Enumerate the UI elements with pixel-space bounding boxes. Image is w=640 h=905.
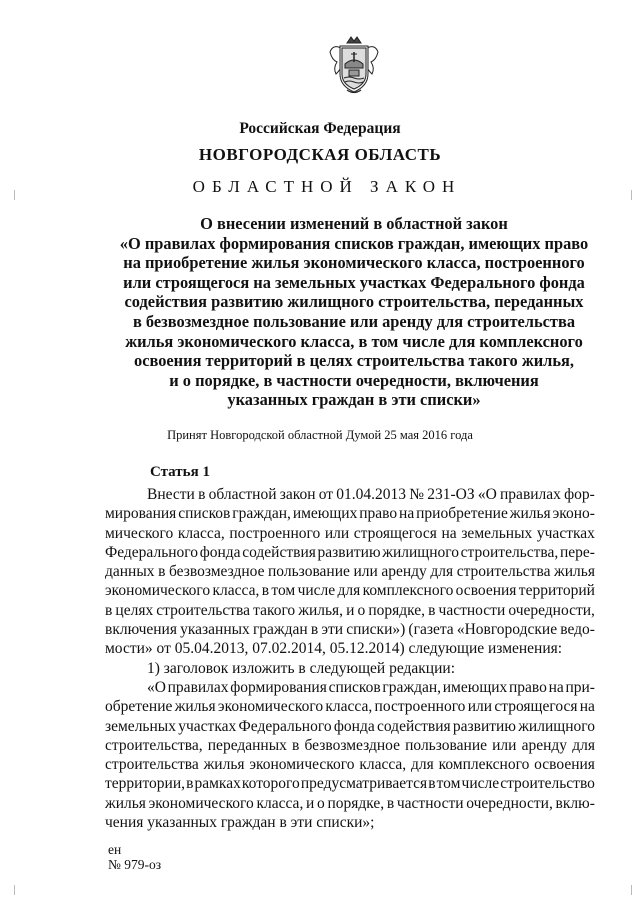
body-word: на [441,524,457,542]
region-heading: НОВГОРОДСКАЯ ОБЛАСТЬ [198,145,442,164]
title-line: и о порядке, в частности очередности, включения [169,370,539,390]
body-word: фор- [564,486,595,503]
body-word: рамках [194,775,241,793]
body-word: или [353,563,378,581]
title-line: жилья экономического класса, в том числе для комплексного [125,331,583,351]
body-word: включения [105,621,177,639]
body-word: том [436,775,461,793]
body-word: списков [328,678,381,696]
body-word: мического [105,524,174,542]
body-word: развитию [452,717,516,735]
initials-mark: ен [108,842,122,857]
law-type-heading: ОБЛАСТНОЙ ЗАКОН [192,177,462,196]
body-line [105,697,595,716]
body-word: содействия [242,543,316,561]
body-word: в [292,736,300,754]
body-line [105,581,595,600]
body-word: в [428,775,436,793]
body-word: приобретение [416,505,508,523]
novgorod-coat-of-arms-icon [327,34,381,96]
body-word: строительства [105,756,199,774]
body-word: том [271,582,296,600]
body-line [105,736,595,755]
body-word: в [158,563,166,581]
body-word: жилья [509,505,551,523]
body-word: или [324,524,350,542]
body-word: очередности, [508,601,595,619]
body-word: для [337,582,361,600]
body-word: строительства, [460,543,559,561]
body-word: земельных [105,717,176,735]
body-word: «О [477,486,497,503]
body-word: или [492,736,517,754]
body-word: аренду [381,563,427,581]
body-word: пользование [268,563,350,581]
body-word: в [310,621,319,639]
body-word: предусматривается [300,775,428,793]
scan-tick [631,885,632,895]
body-word: жилья [174,698,216,716]
body-word: правилах [500,486,561,503]
body-word: при- [565,678,595,696]
body-word: жилья [105,794,146,812]
document-marks [108,842,161,872]
body-word: данных [105,563,155,581]
body-word: жилищного [518,717,595,735]
body-word: строящегося [494,698,578,716]
body-word: граждан, [232,505,291,523]
body-line [105,524,595,543]
body-word: право [508,678,547,696]
title-line: указанных граждан в эти списки» [227,390,481,410]
body-word: на [579,698,595,716]
body-word: частности [438,601,506,619]
body-word: и [306,794,315,812]
body-word: списков [178,505,231,523]
body-word: целях [115,601,154,619]
body-word: комплексного [438,756,530,774]
body-word: правилах [167,678,229,696]
body-word: на [399,505,415,523]
article-heading: Статья 1 [150,464,210,480]
body-word: которого [241,775,300,793]
body-word: фонда [199,543,241,561]
body-word: территорий [518,582,595,600]
document-number: № 979-оз [108,857,162,872]
body-word: класса, [177,524,225,542]
body-word: такого [253,601,296,619]
title-line: освоения территорий в целях строительства такого жилья, [134,351,574,371]
title-line: в безвозмездное пользование или аренду для строительства [132,311,576,331]
body-line [105,485,595,504]
body-word: числе [461,775,500,793]
body-word: построенного [229,524,321,542]
body-word: в [198,486,206,503]
title-line: или строящегося на земельных участках Федерального фонда [123,272,585,292]
body-word: безвозмездное [304,736,400,754]
body-word: построенного [374,698,466,716]
body-word: эти [321,621,344,639]
body-word: 231-ОЗ [427,486,475,503]
body-word: или [467,698,493,716]
body-word: очередности, [466,794,553,812]
body-word: экономического [249,756,355,774]
body-word: от [318,486,334,503]
body-word: формирования [230,678,327,696]
body-line [105,504,595,523]
body-line: чения указанных граждан в эти списки»; [105,814,375,832]
title-line: «О правилах формирования списков граждан, имеющих право [119,233,589,253]
body-word: обретение [105,698,173,716]
body-word: указанных [180,621,250,639]
body-word: переданных [207,736,287,754]
body-line [105,794,595,813]
body-line: 1) заголовок изложить в следующей редакции: [147,659,455,677]
body-line: мости» от 05.04.2013, 07.02.2014, 05.12.2014) следующие изменения: [105,640,563,658]
body-word: о [317,794,325,812]
body-word: закон [279,486,316,503]
body-word: списки») [346,621,406,639]
body-line [105,543,595,562]
body-line [105,601,595,620]
body-line [105,717,595,736]
body-word: экономического [105,582,211,600]
body-word: содействия [377,717,451,735]
article-body [105,485,595,832]
body-word: строительства [456,563,551,581]
federation-heading: Российская Федерация [239,120,401,137]
body-word: строительства, [105,736,203,754]
body-word: пере- [559,543,595,561]
body-word: частности [396,794,464,812]
body-word: областной [208,486,277,503]
body-word: класса, [256,794,304,812]
body-word: земельных [461,524,533,542]
body-word: «Новгородские [456,621,558,639]
body-word: в [105,601,113,619]
body-word: освоения [534,756,595,774]
body-word: и [346,601,355,619]
body-word: жилья [554,563,595,581]
body-word: экономического [148,794,254,812]
body-word: в [261,582,270,600]
title-line: содействия развитию жилищного строительства, переданных [124,292,584,312]
body-word: пользование [405,736,487,754]
body-word: о [357,601,366,619]
body-word: жилья [203,756,245,774]
body-word: фонда [333,717,375,735]
body-word: (газета [408,621,454,639]
body-word: строительства [156,601,251,619]
body-word: ведо- [560,621,595,639]
body-word: класса, [212,582,260,600]
body-line [105,562,595,581]
scan-tick [14,885,15,895]
body-word: освоения [455,582,517,600]
body-word: комплексного [362,582,454,600]
body-word: мирования [105,505,177,523]
body-word: имеющих [442,678,508,696]
body-word: безвозмездное [168,563,265,581]
body-word: на [548,678,564,696]
body-word: числе [297,582,336,600]
body-word: № [409,486,425,503]
adoption-note: Принят Новгородской областной Думой 25 мая 2016 года [167,428,473,442]
body-word: Федерального [105,543,199,561]
body-word: строительство [500,775,595,793]
body-word: 01.04.2013 [336,486,407,503]
body-word: Внести [147,486,195,503]
law-title [70,214,638,410]
body-word: строящегося [353,524,437,542]
body-word: для [572,736,595,754]
body-word: для [411,756,434,774]
body-word: участках [536,524,595,542]
body-word: развитию [317,543,381,561]
body-word: вклю- [555,794,595,812]
body-word: жилья, [298,601,344,619]
body-word: жилищного [382,543,459,561]
body-line [105,620,595,639]
body-word: граждан [252,621,308,639]
body-word: класса, [325,698,373,716]
body-word: Федерального [238,717,332,735]
body-word: граждан, [382,678,442,696]
body-word: порядке, [368,601,426,619]
body-word: «О [147,678,166,696]
body-word: для [430,563,454,581]
body-word: класса, [359,756,407,774]
body-word: порядке, [327,794,385,812]
body-word: участках [178,717,237,735]
body-word: эконо- [552,505,595,523]
body-word: в [386,794,395,812]
body-word: имеющих [292,505,358,523]
title-line: О внесении изменений в областной закон [200,214,508,233]
body-word: территории, [105,775,185,793]
title-line: на приобретение жилья экономического класса, построенного [123,253,585,273]
body-line [105,774,595,793]
body-line [105,678,595,697]
body-word: в [428,601,436,619]
body-line [105,755,595,774]
body-word: экономического [217,698,324,716]
body-word: в [186,775,194,793]
body-word: право [359,505,398,523]
body-word: аренду [521,736,568,754]
